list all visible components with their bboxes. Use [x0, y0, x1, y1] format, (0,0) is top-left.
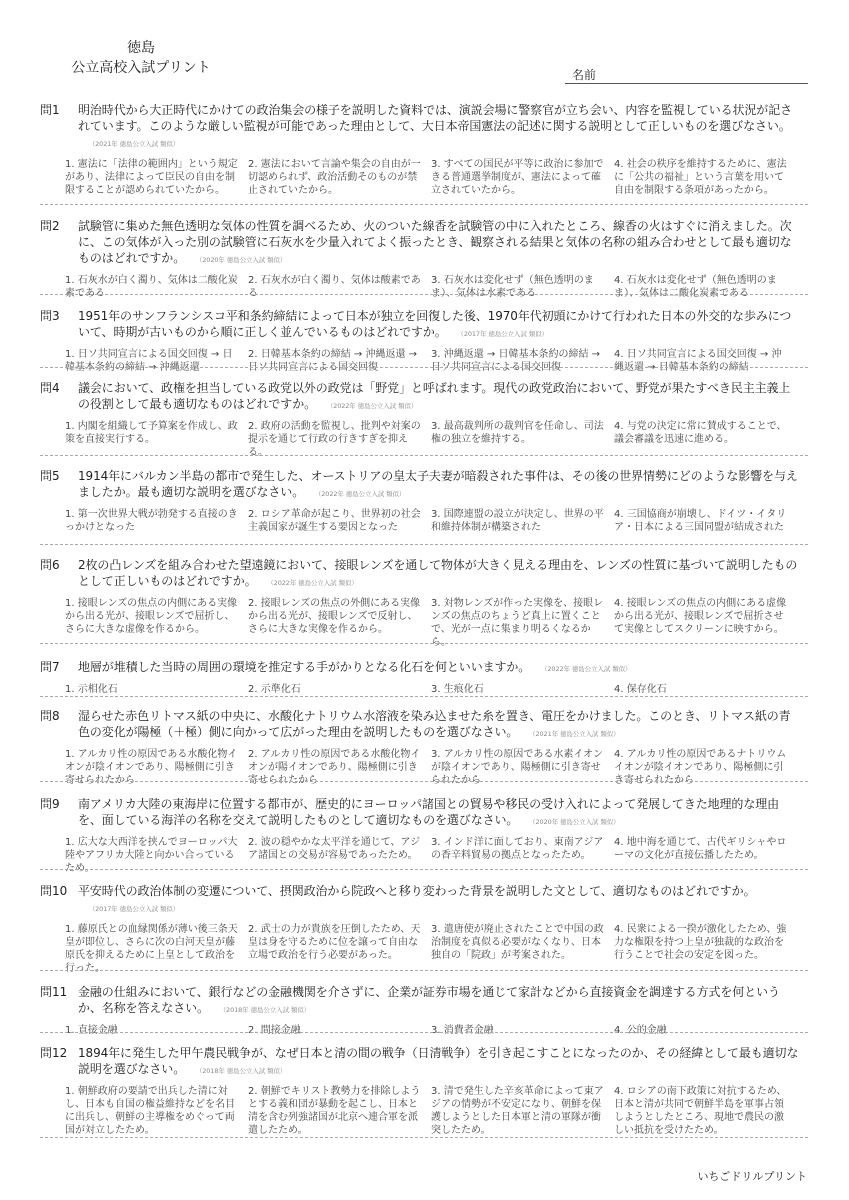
answer-choice[interactable]: 3. 遣唐使が廃止されたことで中国の政治制度を真似る必要がなくなり、日本独自の「院政」が考案された。: [431, 924, 604, 961]
question-number: 問12: [40, 1046, 68, 1060]
answer-choice[interactable]: 4. 社会の秩序を維持するために、憲法に「公共の福祉」という言葉を用いて自由を制限する条項があったから。: [614, 159, 787, 196]
answer-choice[interactable]: 4. 公的金融: [614, 1025, 667, 1036]
question-text: [78, 380, 802, 414]
question-source: （2022年 徳島公立入試 類似）: [544, 665, 632, 673]
question-block: [40, 883, 802, 975]
question-text: [78, 102, 802, 152]
question-row: [40, 1045, 802, 1079]
answer-choice[interactable]: 2. 武士の力が貴族を圧倒したため、天皇は身を守るために位を譲って自由な立場で政治を行う必要があった。: [248, 924, 421, 961]
answer-choice[interactable]: 3. 清で発生した辛亥革命によって東アジアの情勢が不安定になり、朝鮮を保護しようとした日本軍と清の軍隊が衝突したため。: [431, 1086, 604, 1136]
answer-choice[interactable]: 3. 石灰水は変化せず（無色透明のまま）、気体は水素である: [431, 275, 594, 299]
answer-choice[interactable]: 2. 間接金融: [248, 1025, 301, 1036]
answer-choice[interactable]: 4. アルカリ性の原因であるナトリウムイオンが陰イオンであり、陽極側に引き寄せられたから: [614, 749, 787, 786]
answer-choice[interactable]: 1. 示相化石: [65, 684, 118, 695]
answer-choice[interactable]: 1. 広大な大西洋を挟んでヨーロッパ大陸やアフリカ大陸と向かい合っているため。: [65, 837, 238, 874]
answer-choice[interactable]: 1. 内閣を組織して予算案を作成し、政策を直接実行する。: [65, 421, 238, 445]
question-divider: [40, 204, 808, 205]
question-divider: [40, 869, 808, 870]
answer-choice[interactable]: 4. 保存化石: [614, 684, 667, 695]
answer-choices: [65, 508, 802, 534]
question-body: 試験管に集めた無色透明な気体の性質を調べるため、火のついた線香を試験管の中に入れたところ、線香の火はすぐに消えました。次に、この気体が入った別の試験管に石灰水を少量入れてよく振ったとき、観察される結果と気体の名称の組み合わせとして最も適切なものはどれですか。: [78, 219, 792, 265]
question-body: 平安時代の政治体制の変遷について、摂関政治から院政へと移り変わった背景を説明した文として、適切なものはどれですか。: [78, 884, 756, 898]
question-source: （2022年 徳島公立入試 類似）: [330, 402, 418, 410]
question-body: 湿らせた赤色リトマス紙の中央に、水酸化ナトリウム水溶液を染み込ませた糸を置き、電圧をかけました。このとき、リトマス紙の青色の変化が陽極（＋極）側に向かって広がった理由を説明したものを選びなさい。: [78, 709, 791, 739]
answer-choice[interactable]: 1. 直接金融: [65, 1025, 118, 1036]
question-block: [40, 1045, 802, 1137]
answer-choice[interactable]: 1. 接眼レンズの焦点の内側にある実像から出る光が、接眼レンズで屈折し、さらに大きな虚像を作るから。: [65, 598, 238, 635]
question-text: [78, 308, 802, 342]
question-divider: [40, 294, 808, 295]
question-text: [78, 796, 802, 830]
question-text: [78, 468, 802, 502]
question-body: 1951年のサンフランシスコ平和条約締結によって日本が独立を回復した後、1970年代初頭にかけて行われた日本の外交的な歩みについて、時期が古いものから順に正しく並んでいるものはどれですか。: [78, 309, 792, 339]
question-source: （2020年 徳島公立入試 類似）: [532, 818, 620, 826]
question-block: [40, 796, 802, 875]
answer-choices: [65, 1085, 802, 1137]
answer-choice[interactable]: 2. ロシア革命が起こり、世界初の社会主義国家が誕生する要因となった: [248, 509, 421, 533]
answer-choice[interactable]: 2. 朝鮮でキリスト教勢力を排除しようとする義和団が暴動を起こし、日本と清を含む列強諸国が北京へ連合軍を派遣したため。: [248, 1086, 421, 1136]
question-block: [40, 102, 802, 197]
question-body: 2枚の凸レンズを組み合わせた望遠鏡において、接眼レンズを通して物体が大きく見える理由を、レンズの性質に基づいて説明したものとして正しいものはどれですか。: [78, 558, 798, 588]
answer-choice[interactable]: 4. ロシアの南下政策に対抗するため、日本と清が共同で朝鮮半島を軍事占領しようとしたところ、現地で農民の激しい抵抗を受けたため。: [614, 1086, 787, 1136]
question-block: [40, 308, 802, 374]
question-text: [78, 557, 802, 591]
question-number: 問8: [40, 709, 60, 723]
question-row: [40, 102, 802, 152]
question-number: 問11: [40, 985, 68, 999]
question-block: [40, 708, 802, 787]
answer-choice[interactable]: 3. すべての国民が平等に政治に参加できる普通選挙制度が、憲法によって確立されていたから。: [431, 159, 604, 196]
answer-choice[interactable]: 2. 憲法において言論や集会の自由が一切認められず、政治活動そのものが禁止されていたから。: [248, 159, 421, 196]
answer-choices: [65, 597, 802, 649]
answer-choice[interactable]: 1. 藤原氏との血縁関係が薄い後三条天皇が即位し、さらに次の白河天皇が藤原氏を抑えるために上皇として政治を行った。: [65, 924, 238, 974]
answer-choice[interactable]: 2. 接眼レンズの焦点の外側にある実像から出る光が、接眼レンズで反射し、さらに大きな実像を作るから。: [248, 598, 421, 635]
page-title-subtitle: 公立高校入試プリント: [71, 60, 211, 76]
question-body: 南アメリカ大陸の東海岸に位置する都市が、歴史的にヨーロッパ諸国との貿易や移民の受け入れによって発展してきた地理的な理由を、面している海洋の名称を交えて説明したものとして適切なものを選びなさい。: [78, 797, 780, 827]
question-source: （2018年 徳島公立入試 類似）: [222, 1006, 311, 1014]
question-row: [40, 308, 802, 342]
question-body: 1914年にバルカン半島の都市で発生した、オーストリアの皇太子夫妻が暗殺された事件は、その後の世界情勢にどのような影響を与えましたか。最も適切な説明を選びなさい。: [78, 469, 798, 499]
question-block: [40, 557, 802, 649]
question-source: （2020年 徳島公立入試 類似）: [199, 256, 287, 264]
question-divider: [40, 1032, 808, 1033]
question-divider: [40, 544, 808, 545]
answer-choices: [65, 1024, 802, 1037]
question-source: （2021年 徳島公立入試 類似）: [532, 730, 620, 738]
answer-choice[interactable]: 2. 日韓基本条約の締結 → 沖縄返還 → 日ソ共同宣言による国交回復: [248, 349, 418, 373]
question-source: （2022年 徳島公立入試 類似）: [270, 579, 358, 587]
answer-choice[interactable]: 1. アルカリ性の原因である水酸化物イオンが陰イオンであり、陽極側に引き寄せられたから: [65, 749, 238, 786]
question-number: 問5: [40, 469, 60, 483]
answer-choice[interactable]: 4. 民衆による一揆が激化したため、強力な権限を持つ上皇が独裁的な政治を行うことで社会の安定を図った。: [614, 924, 787, 961]
answer-choice[interactable]: 2. 示準化石: [248, 684, 301, 695]
question-body: 1894年に発生した甲午農民戦争が、なぜ日本と清の間の戦争（日清戦争）を引き起こすことになったのか、その経緯として最も適切な説明を選びなさい。: [78, 1046, 799, 1076]
answer-choice[interactable]: 1. 憲法に「法律の範囲内」という規定があり、法律によって臣民の自由を制限することが認められていたから。: [65, 159, 238, 196]
question-block: [40, 659, 802, 696]
question-row: [40, 380, 802, 414]
question-text: [78, 883, 802, 917]
answer-choice[interactable]: 3. 最高裁判所の裁判官を任命し、司法権の独立を維持する。: [431, 421, 604, 445]
answer-choices: [65, 683, 802, 696]
question-text: [78, 708, 802, 742]
question-row: [40, 557, 802, 591]
question-row: [40, 883, 802, 917]
question-divider: [40, 696, 808, 697]
question-number: 問7: [40, 660, 60, 674]
question-number: 問3: [40, 309, 60, 323]
answer-choice[interactable]: 4. 日ソ共同宣言による国交回復 → 沖縄返還 → 日韓基本条約の締結: [614, 349, 782, 373]
answer-choice[interactable]: 2. 石灰水が白く濁り、気体は酸素である: [248, 275, 421, 299]
answer-choice[interactable]: 4. 三国協商が崩壊し、ドイツ・イタリア・日本による三国同盟が結成された: [614, 509, 787, 533]
question-block: [40, 380, 802, 459]
question-row: [40, 984, 802, 1018]
question-body: 金融の仕組みにおいて、銀行などの金融機関を介さずに、企業が証券市場を通じて家計などから直接資金を調達する方式を何というか、名称を答えなさい。: [78, 985, 780, 1015]
question-number: 問2: [40, 219, 60, 233]
question-body: 議会において、政権を担当している政党以外の政党は「野党」と呼ばれます。現代の政党政治において、野党が果たすべき民主主義上の役割として最も適切なものはどれですか。: [78, 381, 791, 411]
question-source: （2017年 徳島公立入試 類似）: [460, 330, 548, 338]
question-source: （2017年 徳島公立入試 類似）: [92, 905, 180, 913]
footer-brand: いちごドリルプリント: [697, 1170, 807, 1183]
answer-choices: [65, 158, 802, 197]
question-row: [40, 708, 802, 742]
question-block: [40, 468, 802, 534]
question-text: [78, 984, 802, 1018]
answer-choices: [65, 274, 802, 300]
question-divider: [40, 781, 808, 782]
answer-choice[interactable]: 3. アルカリ性の原因である水素イオンが陰イオンであり、陽極側に引き寄せられたから: [431, 749, 604, 786]
answer-choice[interactable]: 3. 消費者金融: [431, 1025, 494, 1036]
answer-choice[interactable]: 4. 石灰水は変化せず（無色透明のまま）、気体は二酸化炭素である: [614, 275, 777, 299]
question-divider: [40, 367, 808, 368]
answer-choice[interactable]: 4. 地中海を通じて、古代ギリシャやローマの文化が直接伝播したため。: [614, 837, 787, 861]
answer-choice[interactable]: 1. 第一次世界大戦が勃発する直接のきっかけとなった: [65, 509, 238, 533]
question-divider: [40, 970, 808, 971]
name-field[interactable]: [565, 83, 808, 84]
question-body: 地層が堆積した当時の周囲の環境を推定する手がかりとなる化石を何といいますか。: [78, 660, 531, 674]
question-number: 問9: [40, 797, 60, 811]
answer-choice[interactable]: 3. 国際連盟の設立が決定し、世界の平和維持体制が構築された: [431, 509, 604, 533]
answer-choice[interactable]: 2. アルカリ性の原因である水酸化物イオンが陽イオンであり、陽極側に引き寄せられたから: [248, 749, 421, 786]
question-number: 問6: [40, 558, 60, 572]
name-label: 名前: [572, 68, 597, 82]
question-divider: [40, 1137, 808, 1138]
answer-choice[interactable]: 2. 政府の活動を監視し、批判や対案の提示を通じて行政の行きすぎを抑える。: [248, 421, 421, 458]
answer-choice[interactable]: 4. 与党の決定に常に賛成することで、議会審議を迅速に進める。: [614, 421, 787, 445]
question-text: [78, 218, 802, 268]
question-divider: [40, 643, 808, 644]
answer-choice[interactable]: 2. 波の穏やかな太平洋を通じて、アジア諸国との交易が容易であったため。: [248, 837, 421, 861]
page-title-prefecture: 徳島: [127, 40, 155, 56]
question-text: [78, 659, 802, 677]
answer-choices: [65, 348, 802, 374]
answer-choice[interactable]: 3. 沖縄返還 → 日韓基本条約の締結 → 日ソ共同宣言による国交回復: [431, 349, 601, 373]
page-title: [60, 38, 222, 78]
question-number: 問4: [40, 381, 60, 395]
question-source: （2022年 徳島公立入試 類似）: [318, 490, 406, 498]
question-row: [40, 796, 802, 830]
question-block: [40, 218, 802, 300]
answer-choice[interactable]: 3. 生痕化石: [431, 684, 484, 695]
question-text: [78, 1045, 802, 1079]
question-source: （2021年 徳島公立入試 類似）: [92, 140, 180, 148]
question-row: [40, 468, 802, 502]
answer-choice[interactable]: 1. 石灰水が白く濁り、気体は二酸化炭素である: [65, 275, 238, 299]
answer-choice[interactable]: 4. 接眼レンズの焦点の内側にある虚像から出る光が、接眼レンズで屈折させて実像としてスクリーンに映すから。: [614, 598, 787, 635]
answer-choice[interactable]: 3. インド洋に面しており、東南アジアの香辛料貿易の拠点となったため。: [431, 837, 604, 861]
answer-choice[interactable]: 1. 朝鮮政府の要請で出兵した清に対し、日本も自国の権益維持などを名目に出兵し、朝鮮の主導権をめぐって両国が対立したため。: [65, 1086, 235, 1136]
answer-choice[interactable]: 1. 日ソ共同宣言による国交回復 → 日韓基本条約の締結 → 沖縄返還: [65, 349, 233, 373]
question-number: 問10: [40, 884, 68, 898]
question-number: 問1: [40, 103, 60, 117]
question-row: [40, 218, 802, 268]
question-row: [40, 659, 802, 677]
question-divider: [40, 455, 808, 456]
answer-choice[interactable]: 3. 対物レンズが作った実像を、接眼レンズの焦点のちょうど真上に置くことで、光が一点に集まり明るくなるから。: [431, 598, 604, 648]
answer-choices: [65, 923, 802, 975]
question-body: 明治時代から大正時代にかけての政治集会の様子を説明した資料では、演説会場に警察官が立ち会い、内容を監視している状況が記されています。このような厳しい監視が可能であった理由として、大日本帝国憲法の記述に関する説明として正しいものを選びなさい。: [78, 103, 793, 133]
question-source: （2018年 徳島公立入試 類似）: [199, 1067, 287, 1075]
answer-choices: [65, 420, 802, 459]
question-block: [40, 984, 802, 1037]
